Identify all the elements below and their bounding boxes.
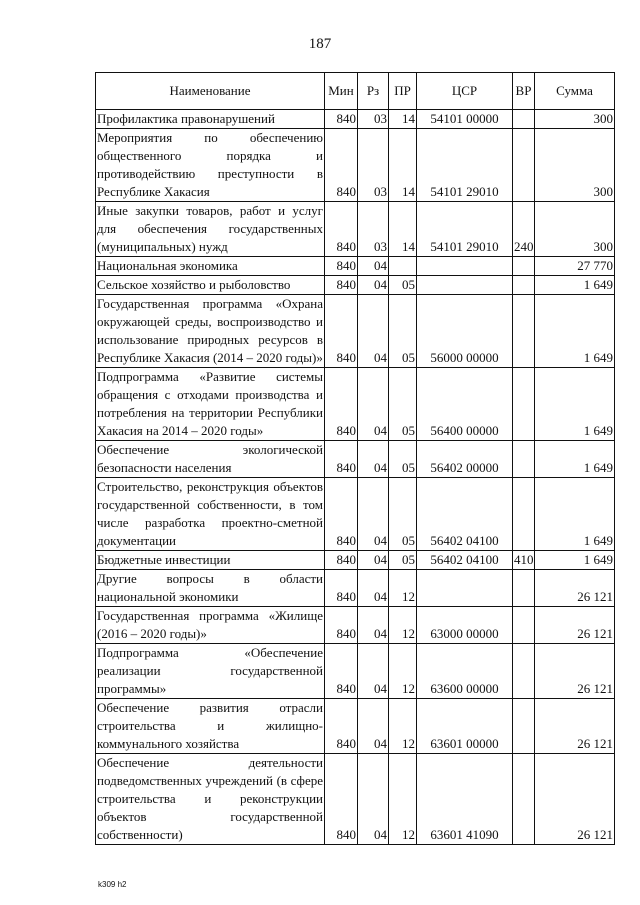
cell-pr: 14 (389, 129, 417, 202)
cell-vr: 240 (513, 202, 535, 257)
cell-min: 840 (325, 699, 358, 754)
cell-rz: 04 (358, 257, 389, 276)
cell-name: Государственная программа «Жилище (2016 – 2020 годы)» (96, 607, 325, 644)
cell-csr: 63601 00000 (417, 699, 513, 754)
cell-min: 840 (325, 551, 358, 570)
cell-vr (513, 699, 535, 754)
cell-rz: 04 (358, 699, 389, 754)
cell-csr: 54101 29010 (417, 129, 513, 202)
cell-name: Профилактика правонарушений (96, 110, 325, 129)
cell-name: Мероприятия по обеспечению общественного порядка и противодействию преступности в Республике Хакасия (96, 129, 325, 202)
table-row (96, 295, 615, 368)
cell-csr: 56402 04100 (417, 478, 513, 551)
table-row (96, 276, 615, 295)
cell-pr: 12 (389, 754, 417, 845)
table-row (96, 257, 615, 276)
cell-min: 840 (325, 295, 358, 368)
cell-name: Бюджетные инвестиции (96, 551, 325, 570)
cell-pr: 12 (389, 644, 417, 699)
cell-name: Обеспечение развития отрасли строительства и жилищно-коммунального хозяйства (96, 699, 325, 754)
column-header-min: Мин (325, 73, 358, 110)
cell-rz: 04 (358, 295, 389, 368)
table-row (96, 644, 615, 699)
cell-min: 840 (325, 202, 358, 257)
cell-pr: 14 (389, 202, 417, 257)
cell-sum: 1 649 (535, 551, 615, 570)
cell-sum: 1 649 (535, 441, 615, 478)
cell-rz: 03 (358, 129, 389, 202)
cell-min: 840 (325, 607, 358, 644)
cell-vr (513, 368, 535, 441)
cell-rz: 04 (358, 551, 389, 570)
cell-vr (513, 129, 535, 202)
cell-rz: 04 (358, 368, 389, 441)
cell-name: Обеспечение экологической безопасности населения (96, 441, 325, 478)
cell-min: 840 (325, 257, 358, 276)
cell-name: Другие вопросы в области национальной экономики (96, 570, 325, 607)
table-row (96, 129, 615, 202)
cell-csr (417, 257, 513, 276)
cell-vr (513, 441, 535, 478)
cell-pr: 05 (389, 295, 417, 368)
cell-pr: 05 (389, 441, 417, 478)
table-row (96, 110, 615, 129)
cell-vr (513, 257, 535, 276)
cell-min: 840 (325, 110, 358, 129)
cell-min: 840 (325, 644, 358, 699)
column-header-name: Наименование (96, 73, 325, 110)
cell-sum: 300 (535, 202, 615, 257)
cell-sum: 1 649 (535, 478, 615, 551)
cell-csr: 56402 04100 (417, 551, 513, 570)
cell-min: 840 (325, 368, 358, 441)
cell-vr (513, 754, 535, 845)
cell-sum: 1 649 (535, 295, 615, 368)
cell-sum: 26 121 (535, 699, 615, 754)
cell-csr (417, 276, 513, 295)
table-row (96, 754, 615, 845)
cell-sum: 300 (535, 110, 615, 129)
cell-csr: 63600 00000 (417, 644, 513, 699)
column-header-pr: ПР (389, 73, 417, 110)
cell-vr (513, 110, 535, 129)
cell-sum: 26 121 (535, 644, 615, 699)
cell-min: 840 (325, 570, 358, 607)
cell-sum: 300 (535, 129, 615, 202)
cell-name: Обеспечение деятельности подведомственных учреждений (в сфере строительства и реконструкции объектов государственной собственности) (96, 754, 325, 845)
cell-vr (513, 276, 535, 295)
cell-csr: 63601 41090 (417, 754, 513, 845)
cell-pr: 12 (389, 570, 417, 607)
cell-name: Подпрограмма «Развитие системы обращения с отходами производства и потребления на территории Республики Хакасия на 2014 – 2020 годы» (96, 368, 325, 441)
cell-csr: 63000 00000 (417, 607, 513, 644)
table-row (96, 551, 615, 570)
table-row (96, 368, 615, 441)
cell-pr: 12 (389, 607, 417, 644)
table-row (96, 202, 615, 257)
cell-sum: 26 121 (535, 570, 615, 607)
cell-pr: 14 (389, 110, 417, 129)
cell-name: Сельское хозяйство и рыболовство (96, 276, 325, 295)
cell-vr (513, 478, 535, 551)
cell-min: 840 (325, 276, 358, 295)
cell-csr: 56402 00000 (417, 441, 513, 478)
cell-rz: 04 (358, 644, 389, 699)
cell-rz: 04 (358, 276, 389, 295)
cell-rz: 04 (358, 607, 389, 644)
table-row (96, 607, 615, 644)
cell-sum: 26 121 (535, 754, 615, 845)
table-row (96, 478, 615, 551)
cell-pr: 05 (389, 478, 417, 551)
table-header-row (96, 73, 615, 110)
cell-sum: 26 121 (535, 607, 615, 644)
budget-table (95, 72, 615, 845)
cell-rz: 04 (358, 478, 389, 551)
cell-pr: 05 (389, 551, 417, 570)
cell-rz: 04 (358, 570, 389, 607)
column-header-csr: ЦСР (417, 73, 513, 110)
cell-min: 840 (325, 754, 358, 845)
cell-pr: 05 (389, 368, 417, 441)
cell-name: Подпрограмма «Обеспечение реализации государственной программы» (96, 644, 325, 699)
column-header-sum: Сумма (535, 73, 615, 110)
cell-vr (513, 570, 535, 607)
cell-rz: 04 (358, 754, 389, 845)
cell-min: 840 (325, 478, 358, 551)
table-row (96, 570, 615, 607)
cell-csr: 56400 00000 (417, 368, 513, 441)
page-number: 187 (308, 36, 332, 52)
cell-sum: 27 770 (535, 257, 615, 276)
cell-name: Строительство, реконструкция объектов государственной собственности, в том числе разработка проектно-сметной документации (96, 478, 325, 551)
cell-pr: 12 (389, 699, 417, 754)
cell-name: Государственная программа «Охрана окружающей среды, воспроизводство и использование природных ресурсов в Республике Хакасия (2014 – 2020 годы)» (96, 295, 325, 368)
cell-name: Иные закупки товаров, работ и услуг для обеспечения государственных (муниципальных) нужд (96, 202, 325, 257)
cell-sum: 1 649 (535, 276, 615, 295)
cell-min: 840 (325, 441, 358, 478)
cell-vr (513, 607, 535, 644)
cell-vr: 410 (513, 551, 535, 570)
cell-min: 840 (325, 129, 358, 202)
cell-vr (513, 644, 535, 699)
cell-rz: 04 (358, 441, 389, 478)
cell-csr: 54101 29010 (417, 202, 513, 257)
cell-csr: 54101 00000 (417, 110, 513, 129)
column-header-rz: Рз (358, 73, 389, 110)
document-code: k309 h2 (98, 880, 127, 889)
cell-csr: 56000 00000 (417, 295, 513, 368)
cell-pr (389, 257, 417, 276)
table-row (96, 441, 615, 478)
table-body (96, 110, 615, 845)
cell-rz: 03 (358, 202, 389, 257)
cell-csr (417, 570, 513, 607)
column-header-vr: ВР (513, 73, 535, 110)
cell-pr: 05 (389, 276, 417, 295)
cell-sum: 1 649 (535, 368, 615, 441)
cell-rz: 03 (358, 110, 389, 129)
cell-name: Национальная экономика (96, 257, 325, 276)
table-row (96, 699, 615, 754)
cell-vr (513, 295, 535, 368)
